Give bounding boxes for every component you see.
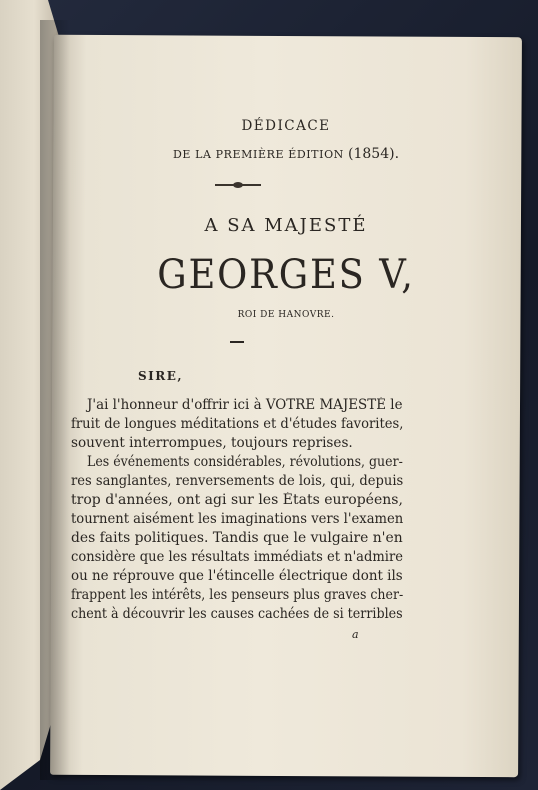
dedication-heading: DÉDICACE — [241, 118, 331, 134]
body-line: Les événements considérables, révolutions, guer- — [87, 454, 403, 470]
edition-line — [52, 146, 520, 162]
ornamental-rule — [215, 184, 261, 186]
signature-mark: a — [352, 628, 359, 641]
body-line: ou ne réprouve que l'étincelle électrique dont ils — [71, 568, 403, 584]
edition-label: DE LA PREMIÈRE ÉDITION — [172, 148, 344, 161]
dedication-recipient: A SA MAJESTÉ — [204, 215, 368, 236]
body-line: considère que les résultats immédiats et n'admire — [71, 549, 403, 565]
body-text — [71, 397, 411, 627]
body-line: chent à découvrir les causes cachées de si terribles — [71, 606, 403, 622]
short-rule — [230, 341, 244, 343]
edition-year: (1854). — [348, 146, 400, 162]
body-line: des faits politiques. Tandis que le vulgaire n'en — [71, 530, 403, 546]
king-title: ROI DE HANOVRE. — [237, 310, 335, 320]
gutter-shadow — [40, 20, 70, 780]
body-line: J'ai l'honneur d'offrir ici à VOTRE MAJESTÉ le — [87, 397, 403, 413]
body-line: res sanglantes, renversements de lois, qui, depuis — [71, 473, 404, 489]
body-line: tournent aisément les imaginations vers l'examen — [71, 511, 404, 527]
salutation: SIRE, — [138, 369, 184, 383]
body-line: fruit de longues méditations et d'études favorites, — [71, 416, 404, 432]
body-line: trop d'années, ont agi sur les États européens, — [71, 492, 403, 508]
body-line: souvent interrompues, toujours reprises. — [71, 435, 353, 451]
king-name: GEORGES V, — [157, 252, 415, 298]
body-line: frappent les intérêts, les penseurs plus graves cher- — [71, 587, 404, 603]
